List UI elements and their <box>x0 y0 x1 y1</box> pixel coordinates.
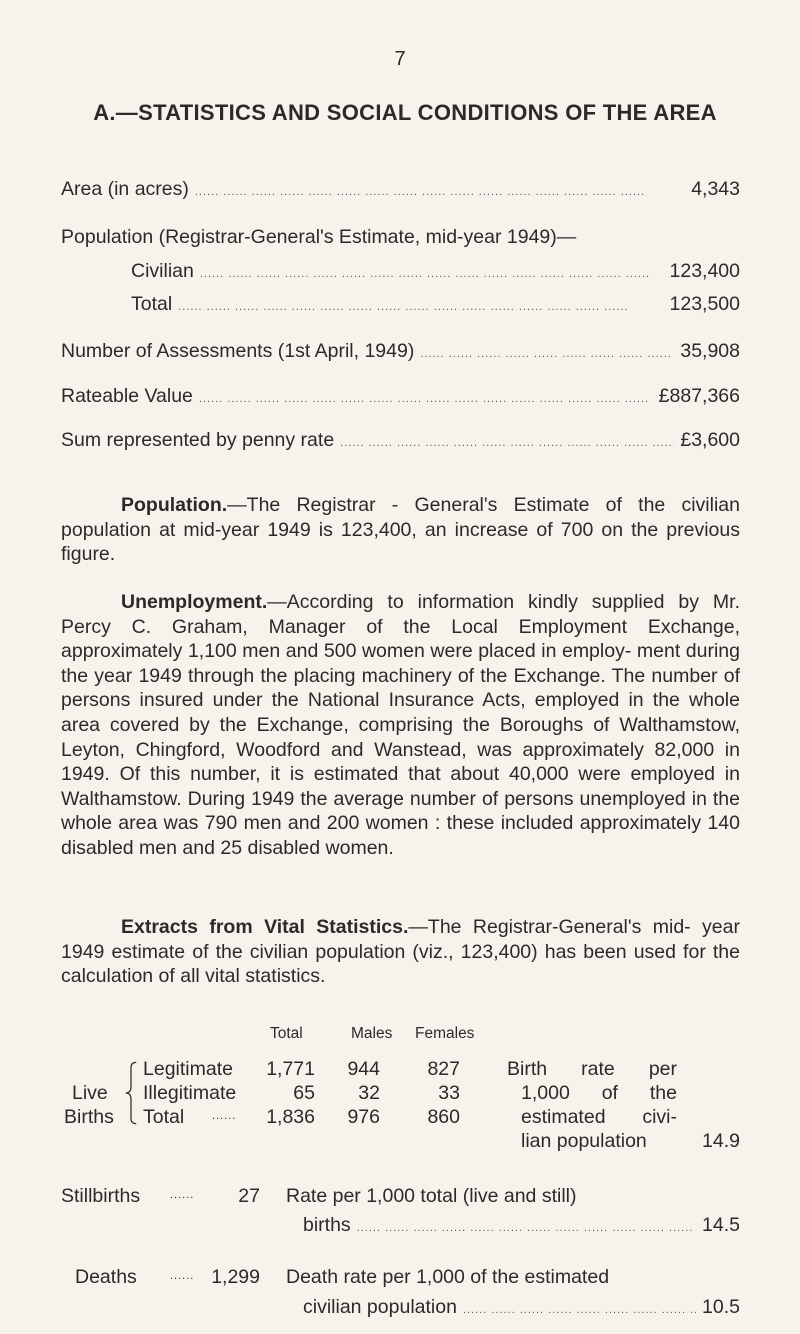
header-males: Males <box>351 1025 393 1042</box>
area-label: Area (in acres) <box>61 178 189 200</box>
birth-rate-line-1: Birth rate per <box>507 1058 677 1080</box>
row-illegitimate-males: 32 <box>358 1082 380 1104</box>
row-legitimate-label: Legitimate <box>143 1058 233 1080</box>
unemployment-paragraph <box>61 590 740 861</box>
total-row <box>131 293 740 316</box>
row-total-total: 1,836 <box>266 1106 315 1128</box>
row-illegitimate-total: 65 <box>293 1082 315 1104</box>
death-rate-value: 10.5 <box>702 1296 740 1318</box>
penny-row <box>61 429 740 452</box>
total-label: Total <box>131 293 173 315</box>
live-label: Live <box>72 1082 108 1104</box>
row-legitimate-females: 827 <box>427 1058 460 1080</box>
total-value: 123,500 <box>669 293 740 315</box>
row-total-females: 860 <box>427 1106 460 1128</box>
row-total-males: 976 <box>347 1106 380 1128</box>
penny-value: £3,600 <box>680 429 740 451</box>
section-title: A.—STATISTICS AND SOCIAL CONDITIONS OF THE AREA <box>93 100 717 125</box>
row-illegitimate-label: Illegitimate <box>143 1082 237 1104</box>
birth-rate-line-4: lian population <box>521 1130 647 1152</box>
unemployment-para-text: —According to information kindly supplied by Mr. Percy C. Graham, Manager of the Local Employment Exchange, approximately 1,100 men and 500 women were placed in employ- ment during the year 1949 through the placing machinery of the Exchange. The number of persons insured under the National Insurance Acts, employed in the whole area covered by the Exchange, comprising the Boroughs of Walthamstow, Leyton, Chingford, Woodford and Wanstead, was approximately 82,000 in 1949. Of this number, it is estimated that about 40,000 were employed in Walthamstow. During 1949 the average number of persons unemployed in the whole area was 790 men and 200 women : these included approximately 140 disabled men and 25 disabled women. <box>61 591 740 859</box>
vital-para-heading: Extracts from Vital Statistics. <box>121 916 409 938</box>
stillbirths-value: 27 <box>238 1185 260 1207</box>
population-paragraph <box>61 493 740 567</box>
assessments-value: 35,908 <box>680 340 740 362</box>
civilian-row <box>131 260 740 283</box>
births-label: Births <box>64 1106 114 1128</box>
deaths-value: 1,299 <box>211 1266 260 1288</box>
stillbirths-label: Stillbirths <box>61 1185 141 1207</box>
penny-label: Sum represented by penny rate <box>61 429 335 451</box>
page-number: 7 <box>394 48 406 70</box>
row-legitimate-males: 944 <box>347 1058 380 1080</box>
brace-icon <box>124 1058 138 1128</box>
vital-para-text: —The Registrar-General's mid- year 1949 estimate of the civilian population (viz., 123,400) has been used for the calculation of all vital statistics. <box>61 916 740 988</box>
rateable-row <box>61 385 740 408</box>
population-heading: Population (Registrar-General's Estimate, mid-year 1949)— <box>61 226 577 248</box>
birth-rate-line-3: estimated civi- <box>521 1106 677 1128</box>
death-rate-line-1: Death rate per 1,000 of the estimated <box>286 1266 610 1288</box>
birth-rate-line-2: 1,000 of the <box>521 1082 677 1104</box>
deaths-label: Deaths <box>75 1266 137 1288</box>
civilian-label: Civilian <box>131 260 194 282</box>
row-total-dots: ...... <box>212 1110 237 1122</box>
death-rate-row <box>303 1296 740 1319</box>
header-total: Total <box>270 1025 303 1042</box>
row-illegitimate-females: 33 <box>438 1082 460 1104</box>
rateable-label: Rateable Value <box>61 385 193 407</box>
population-para-text: —The Registrar - General's Estimate of the civilian population at mid-year 1949 is 123,400, an increase of 700 on the previous figure. <box>61 494 740 566</box>
assessments-row <box>61 340 740 363</box>
unemployment-para-heading: Unemployment. <box>121 591 268 613</box>
birth-rate-value: 14.9 <box>702 1130 740 1152</box>
row-legitimate-total: 1,771 <box>266 1058 315 1080</box>
still-rate-value: 14.5 <box>702 1214 740 1236</box>
population-para-heading: Population. <box>121 494 228 516</box>
still-rate-line-1: Rate per 1,000 total (live and still) <box>286 1185 577 1207</box>
area-value: 4,343 <box>691 178 740 200</box>
vital-paragraph <box>61 915 740 989</box>
assessments-label: Number of Assessments (1st April, 1949) <box>61 340 415 362</box>
civilian-value: 123,400 <box>669 260 740 282</box>
rateable-value: £887,366 <box>658 385 740 407</box>
row-total-label: Total <box>143 1106 185 1128</box>
still-rate-row <box>303 1214 740 1237</box>
area-row <box>61 178 740 201</box>
header-females: Females <box>415 1025 475 1042</box>
still-rate-line-2: births <box>303 1214 351 1236</box>
death-rate-line-2: civilian population <box>303 1296 457 1318</box>
